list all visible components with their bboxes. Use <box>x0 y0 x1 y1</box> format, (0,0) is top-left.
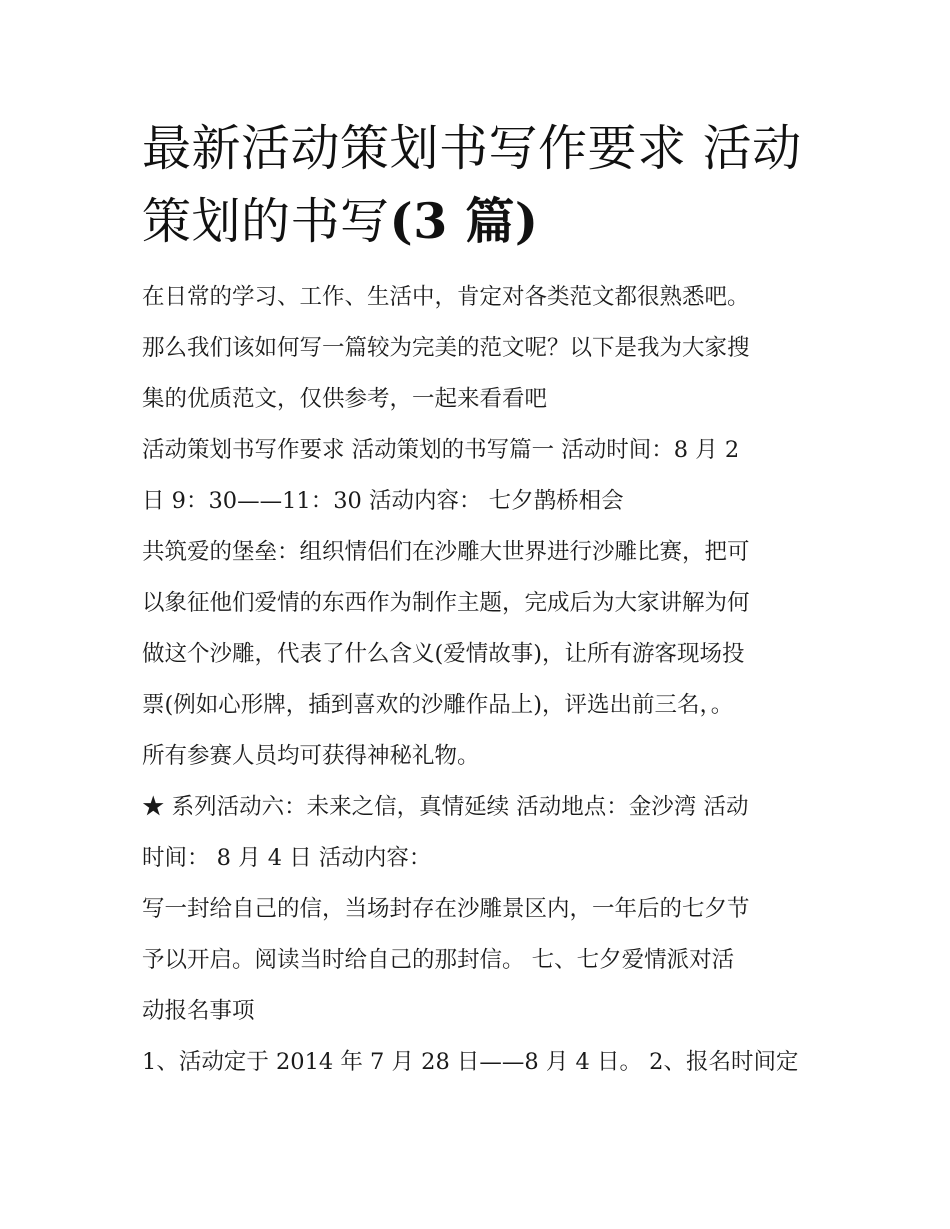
text-line: 那么我们该如何写一篇较为完美的范文呢？以下是我为大家搜 <box>142 335 750 361</box>
text-line: 票(例如心形牌，插到喜欢的沙雕作品上)，评选出前三名，。 <box>142 692 734 718</box>
text-line: 活动策划书写作要求 活动策划的书写篇一 活动时间：8 月 2 <box>142 437 740 463</box>
text-line: 写一封给自己的信，当场封存在沙雕景区内，一年后的七夕节 <box>142 896 750 922</box>
document-content <box>142 112 812 1088</box>
title-line: 最新活动策划书写作要求 活动 <box>142 120 802 177</box>
text-line: 动报名事项 <box>142 998 255 1024</box>
paragraph-intro <box>142 272 812 425</box>
document-body <box>142 272 812 1088</box>
text-line: 时间： 8 月 4 日 活动内容： <box>142 845 432 871</box>
text-line: 1、活动定于 2014 年 7 月 28 日——8 月 4 日。 2、报名时间定 <box>142 1049 799 1075</box>
text-line: 日 9：30——11：30 活动内容： 七夕鹊桥相会 <box>142 488 624 514</box>
text-line: 在日常的学习、工作、生活中，肯定对各类范文都很熟悉吧。 <box>142 284 750 310</box>
title-text: 策划的书写 <box>142 193 390 250</box>
paragraph-registration <box>142 1037 812 1088</box>
text-line: ★ 系列活动六：未来之信，真情延续 活动地点：金沙湾 活动 <box>142 794 749 820</box>
paragraph-series-six <box>142 782 812 884</box>
text-line: 做这个沙雕，代表了什么含义(爱情故事)，让所有游客现场投 <box>142 641 745 667</box>
text-line: 集的优质范文，仅供参考，一起来看看吧 <box>142 386 548 412</box>
title-count: (3 篇) <box>389 192 539 250</box>
paragraph-sand-sculpture <box>142 527 812 782</box>
text-line: 共筑爱的堡垒：组织情侣们在沙雕大世界进行沙雕比赛，把可 <box>142 539 750 565</box>
document-title <box>142 112 812 258</box>
title-line <box>142 185 812 258</box>
text-line: 所有参赛人员均可获得神秘礼物。 <box>142 743 480 769</box>
paragraph-activity-time <box>142 425 812 527</box>
text-line: 以象征他们爱情的东西作为制作主题，完成后为大家讲解为何 <box>142 590 750 616</box>
paragraph-letter <box>142 884 812 1037</box>
text-line: 予以开启。阅读当时给自己的那封信。 七、七夕爱情派对活 <box>142 947 735 973</box>
